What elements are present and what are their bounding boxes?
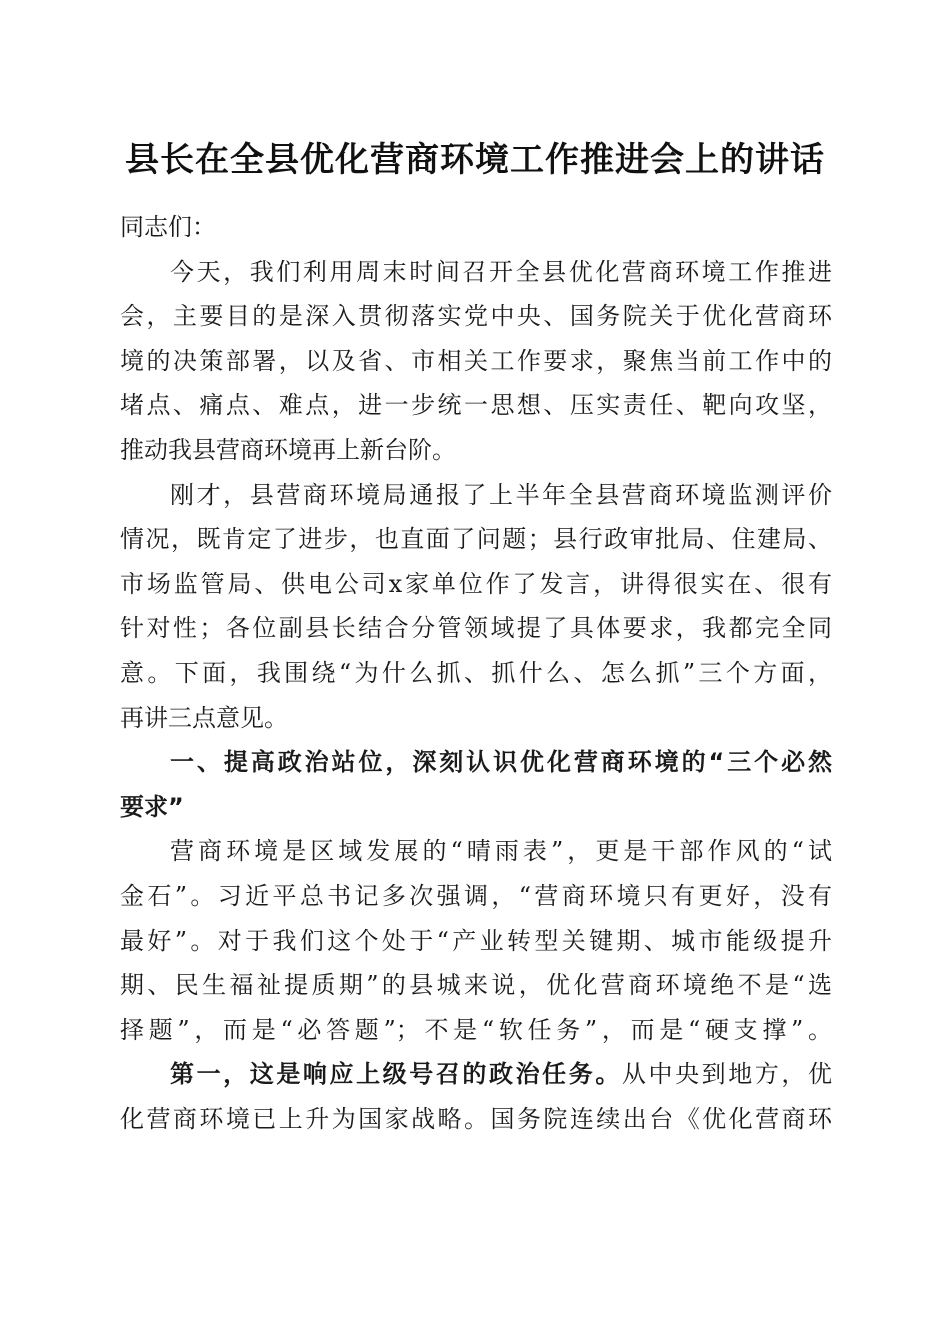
text-line: 营商环境是区域发展的“晴雨表”，更是干部作风的“试: [170, 837, 832, 866]
text-line: 择题”，而是“必答题”；不是“软任务”，而是“硬支撑”。: [120, 1015, 832, 1044]
text-line: 刚才，县营商环境局通报了上半年全县营商环境监测评价: [170, 480, 832, 509]
salutation: 同志们：: [120, 213, 216, 241]
document-title: 县长在全县优化营商环境工作推进会上的讲话: [125, 140, 825, 180]
text-line: 堵点、痛点、难点，进一步统一思想、压实责任、靶向攻坚，: [120, 391, 832, 420]
paragraph-reports: [120, 473, 832, 741]
text-line: 金石”。习近平总书记多次强调，“营商环境只有更好，没有: [120, 881, 832, 910]
text-line: 再讲三点意见。: [120, 703, 288, 732]
section-heading-1: [120, 740, 832, 829]
paragraph-significance: [120, 829, 832, 1052]
point-text: 从中央到地方，优: [621, 1060, 833, 1089]
text-line: 意。下面，我围绕“为什么抓、抓什么、怎么抓”三个方面，: [120, 658, 832, 687]
document-body: [120, 205, 832, 1141]
paragraph-first-point: [120, 1052, 832, 1141]
heading-line: 要求”: [120, 792, 184, 821]
paragraph-opening: [120, 250, 832, 473]
text-line: 会，主要目的是深入贯彻落实党中央、国务院关于优化营商环: [120, 302, 832, 331]
text-line: 情况，既肯定了进步，也直面了问题；县行政审批局、住建局、: [120, 525, 832, 554]
text-line: 推动我县营商环境再上新台阶。: [120, 435, 456, 464]
text-line: [120, 1052, 832, 1097]
point-lead: 第一，这是响应上级号召的政治任务。: [170, 1059, 622, 1089]
text-line: 最好”。对于我们这个处于“产业转型关键期、城市能级提升: [120, 926, 832, 955]
text-line: 化营商环境已上升为国家战略。国务院连续出台《优化营商环: [120, 1104, 832, 1133]
text-line: 今天，我们利用周末时间召开全县优化营商环境工作推进: [170, 257, 832, 286]
text-line: 境的决策部署，以及省、市相关工作要求，聚焦当前工作中的: [120, 346, 832, 375]
text-line: 期、民生福祉提质期”的县城来说，优化营商环境绝不是“选: [120, 971, 832, 1000]
text-line: 市场监管局、供电公司x家单位作了发言，讲得很实在、很有: [120, 569, 832, 598]
text-line: 针对性；各位副县长结合分管领域提了具体要求，我都完全同: [120, 614, 832, 643]
heading-line: 一、提高政治站位，深刻认识优化营商环境的“三个必然: [170, 748, 832, 777]
